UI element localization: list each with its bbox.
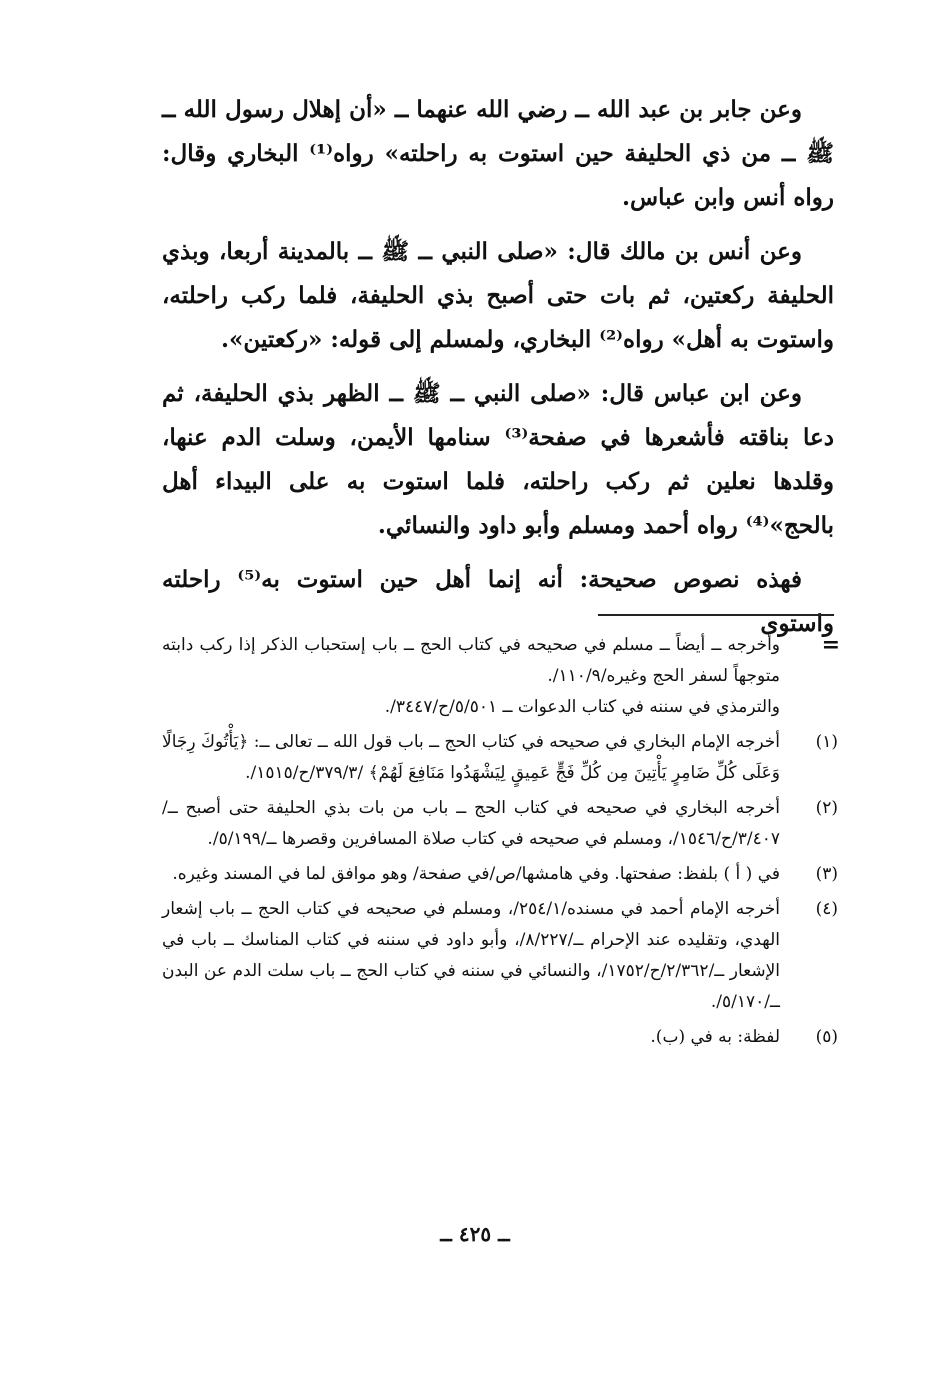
paragraph-conclusion: فهذه نصوص صحيحة: أنه إنما أهل حين استوت به⁽⁵⁾ راحلته واستوى <box>162 566 834 637</box>
page-number: ــ ٤٢٥ ــ <box>440 1222 510 1246</box>
paragraph-ibn-abbas: وعن ابن عباس قال: «صلى النبي ــ ﷺ ــ الظهر بذي الحليفة، ثم دعا بناقته فأشعرها في صفحة⁽³⁾ سنامها الأيمن، وسلت الدم عنها، وقلدها نعلين ثم ركب راحلته، فلما استوت به على البيداء أهل بالحج»⁽⁴⁾ رواه أحمد ومسلم وأبو داود والنسائي. <box>162 380 834 539</box>
continuation-mark: = <box>821 632 838 658</box>
footnote-continuation <box>162 630 840 723</box>
paragraph-anas: وعن أنس بن مالك قال: «صلى النبي ــ ﷺ ــ بالمدينة أربعا، وبذي الحليفة ركعتين، ثم بات حتى أصبح بذي الحليفة، فلما ركب راحلته، واستوت به أهل» رواه⁽²⁾ البخاري، ولمسلم إلى قوله: «ركعتين». <box>162 238 834 353</box>
footnote-1 <box>162 727 840 789</box>
continuation-text <box>162 630 780 723</box>
paragraph-jabir: وعن جابر بن عبد الله ــ رضي الله عنهما ــ «أن إهلال رسول الله ــ ﷺ ــ من ذي الحليفة حين استوت به راحلته» رواه⁽¹⁾ البخاري وقال: رواه أنس وابن عباس. <box>162 96 834 211</box>
footnote-text: أخرجه الإمام البخاري في صحيحه في كتاب الحج ــ باب قول الله ــ تعالى ــ: ﴿يَأْتُوكَ رِجَالًا وَعَلَى كُلِّ ضَامِرٍ يَأْتِينَ مِن كُلِّ فَجٍّ عَمِيقٍ لِيَشْهَدُوا مَنَافِعَ لَهُمْ﴾ /٣٧٩/٣/ح/١٥١٥/. <box>162 732 780 783</box>
footnote-marker: (٣) <box>815 864 838 884</box>
footnote-marker: (١) <box>815 732 838 752</box>
footnote-marker: (٢) <box>815 798 838 818</box>
footnotes <box>162 630 840 1057</box>
footnote-text: أخرجه البخاري في صحيحه في كتاب الحج ــ باب من بات بذي الحليفة حتى أصبح ــ/٣/٤٠٧/ح/١٥٤٦/، ومسلم في صحيحه في كتاب صلاة المسافرين وقصرها ــ/٥/١٩٩/. <box>162 798 780 849</box>
footnote-4 <box>162 894 840 1018</box>
footnote-text: لفظة: به في (ب). <box>650 1027 780 1047</box>
footnote-marker: (٤) <box>815 899 838 919</box>
footnote-5 <box>162 1022 840 1053</box>
footnote-text: في ( أ ) بلفظ: صفحتها. وفي هامشها/ص/في صفحة/ وهو موافق لما في المسند وغيره. <box>172 864 780 884</box>
continuation-line: والترمذي في سننه في كتاب الدعوات ــ ٥/٥٠١/ح/٣٤٤٧/. <box>384 697 780 717</box>
footnote-marker: (٥) <box>815 1027 838 1047</box>
footnote-2 <box>162 793 840 855</box>
footnote-text: أخرجه الإمام أحمد في مسنده/٢٥٤/١/، ومسلم في صحيحه في كتاب الحج ــ باب إشعار الهدي، وتقليده عند الإحرام ــ/٨/٢٢٧/، وأبو داود في سننه في كتاب المناسك ــ باب في الإشعار ــ/٢/٣٦٢/ح/١٧٥٢/، والنسائي في سننه في كتاب الحج ــ باب سلت الدم عن البدن ــ/٥/١٧٠/. <box>162 899 780 1012</box>
footnote-3 <box>162 859 840 890</box>
continuation-line: وأخرجه ــ أيضاً ــ مسلم في صحيحه في كتاب الحج ــ باب إستحباب الذكر إذا ركب دابته متوجهاً لسفر الحج وغيره/١١٠/٩/. <box>162 635 780 686</box>
footnote-divider <box>598 614 834 616</box>
main-text <box>162 88 834 646</box>
